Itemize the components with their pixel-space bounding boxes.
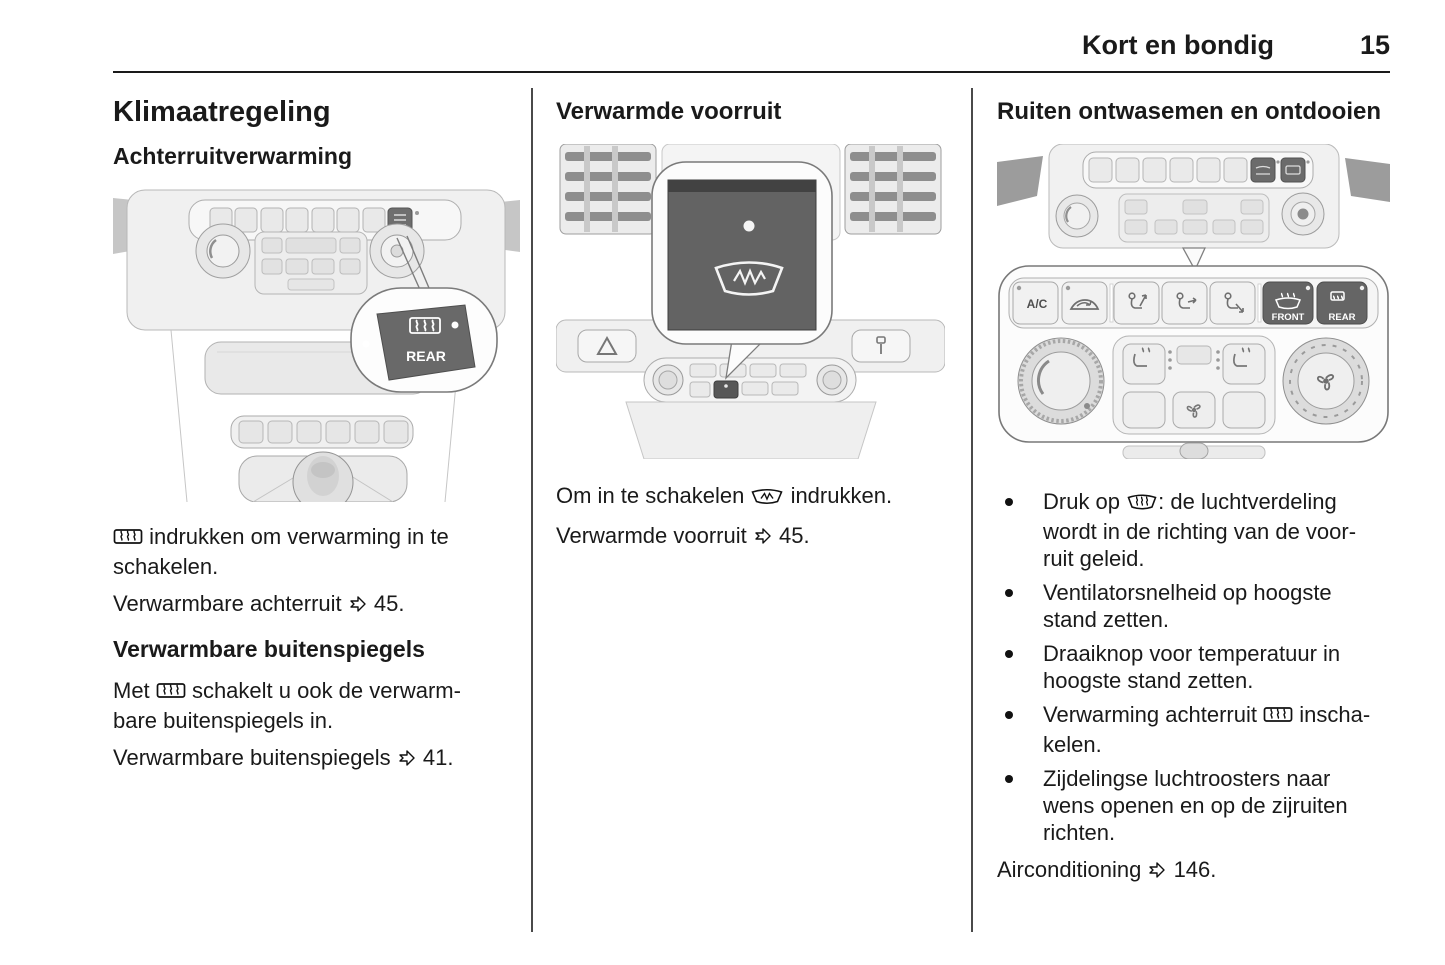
front-defrost-button xyxy=(1263,282,1313,324)
air-to-footwell-button xyxy=(1210,282,1255,324)
led-dot xyxy=(744,221,755,232)
air-vent-left xyxy=(560,144,656,234)
seat-heating-left-button xyxy=(1123,344,1172,384)
bullet-dot xyxy=(1005,650,1013,658)
figure-windscreen-heating-button xyxy=(556,144,945,464)
led-dot xyxy=(452,322,459,329)
reference-verwarmde-voorruit: Verwarmde voorruit 45. xyxy=(556,522,945,552)
windscreen-demist-icon xyxy=(1126,491,1158,518)
list-item: Verwarming achterruit inscha- kelen. xyxy=(997,701,1390,758)
see-page-arrow-icon xyxy=(348,593,368,620)
column-climate-control xyxy=(113,88,520,790)
para-rear-heating-text: indrukken om verwarming in te schakelen. xyxy=(113,524,449,579)
right-knob xyxy=(1282,193,1324,235)
bullet-dot xyxy=(1005,775,1013,783)
recirculation-button xyxy=(1062,282,1107,324)
bullet-dot xyxy=(1005,589,1013,597)
see-page-arrow-icon xyxy=(1147,859,1167,886)
air-vent-right xyxy=(845,144,941,234)
rear-button-label: REAR xyxy=(406,348,446,364)
list-item: Druk op : de luchtverdeling wordt in de richting van de voor- ruit geleid. xyxy=(997,488,1390,572)
center-button-cluster xyxy=(255,232,367,294)
section-title-klimaatregeling: Klimaatregeling xyxy=(113,96,331,128)
temperature-knob xyxy=(1018,338,1104,424)
list-item: Ventilatorsnelheid op hoogste stand zetten. xyxy=(997,579,1390,633)
subsection-achterruitverwarming: Achterruitverwarming xyxy=(113,143,353,169)
windscreen-button-callout xyxy=(652,162,832,344)
climate-panel-callout xyxy=(999,266,1388,442)
reference-airconditioning: Airconditioning 146. xyxy=(997,856,1390,886)
section-title-verwarmde-voorruit: Verwarmde voorruit xyxy=(556,98,782,125)
figure-console-rear-heating xyxy=(113,184,520,507)
reference-verwarmbare-buitenspiegels: Verwarmbare buitenspiegels 41. xyxy=(113,744,520,774)
windscreen-heating-button-zoomed xyxy=(668,180,816,330)
air-to-windscreen-button xyxy=(1114,282,1159,324)
see-page-arrow-icon xyxy=(753,525,773,552)
windscreen-heating-button-small xyxy=(714,381,738,398)
rear-window-heating-icon xyxy=(113,526,143,553)
list-item: Zijdelingse luchtroosters naar wens openen en op de zijruiten richten. xyxy=(997,765,1390,846)
bullet-dot xyxy=(1005,498,1013,506)
header-rule xyxy=(113,71,1390,73)
rear-window-heating-icon xyxy=(156,680,186,707)
rear-defrost-button xyxy=(1317,282,1367,324)
seat-heating-right-button xyxy=(1216,344,1265,384)
bullet-dot xyxy=(1005,711,1013,719)
heated-windscreen-icon xyxy=(750,485,784,512)
front-defrost-button-small xyxy=(1251,158,1275,182)
page-number: 15 xyxy=(1359,30,1390,60)
subsection-verwarmbare-buitenspiegels: Verwarmbare buitenspiegels xyxy=(113,636,425,662)
dashboard-illustration xyxy=(556,144,945,459)
led-dot xyxy=(363,341,370,348)
auto-fan-button xyxy=(1173,392,1215,428)
air-to-face-button xyxy=(1162,282,1207,324)
rear-defrost-button-small xyxy=(1281,158,1305,182)
rear-heating-button-zoomed xyxy=(377,305,475,380)
column-heated-windscreen xyxy=(556,88,945,568)
gear-shifter xyxy=(1123,443,1265,459)
ac-button-label: A/C xyxy=(1026,297,1048,311)
gear-shifter xyxy=(239,452,407,502)
ac-button xyxy=(1013,282,1058,324)
column-demist-defrost xyxy=(997,88,1390,902)
rear-window-heating-icon xyxy=(1263,704,1293,731)
reference-verwarmbare-achterruit: Verwarmbare achterruit 45. xyxy=(113,590,520,620)
dash-trim-left xyxy=(997,156,1043,206)
para-mirror-heating: Met schakelt u ook de verwarm- bare buitenspiegels in. xyxy=(113,678,461,733)
chapter-title: Kort en bondig xyxy=(1081,30,1274,60)
console-body xyxy=(626,402,876,459)
para-rear-heating xyxy=(113,523,520,580)
center-module xyxy=(1113,336,1275,434)
front-button-label: FRONT xyxy=(1271,312,1305,323)
para-windscreen-heating: Om in te schakelen indrukken. xyxy=(556,482,945,512)
center-button-cluster xyxy=(1119,194,1269,242)
section-title-ruiten-ontwasemen: Ruiten ontwasemen en ontdooien xyxy=(997,98,1382,125)
right-knob xyxy=(370,224,424,278)
para-mirror-heating-text: schakelt u ook de verwarm- bare buitenspiegels in. xyxy=(113,678,461,733)
rear-button-label: REAR xyxy=(1328,312,1356,323)
console-illustration xyxy=(113,184,520,502)
column-separator-left xyxy=(531,88,533,932)
list-item: Draaiknop voor temperatuur in hoogste stand zetten. xyxy=(997,640,1390,694)
hazard-button xyxy=(578,330,636,362)
instruction-list xyxy=(997,488,1390,846)
see-page-arrow-icon xyxy=(397,747,417,774)
climate-cluster xyxy=(644,358,856,402)
column-separator-right xyxy=(971,88,973,932)
left-knob xyxy=(1056,195,1098,237)
dash-trim-right xyxy=(1345,158,1390,202)
page-header xyxy=(113,30,1390,61)
rear-button-callout xyxy=(351,288,497,392)
figure-climate-panel-zoom xyxy=(997,144,1390,464)
fan-speed-knob xyxy=(1283,338,1369,424)
climate-panel-illustration xyxy=(997,144,1390,459)
left-knob xyxy=(196,224,250,278)
right-dash-button xyxy=(852,330,910,362)
